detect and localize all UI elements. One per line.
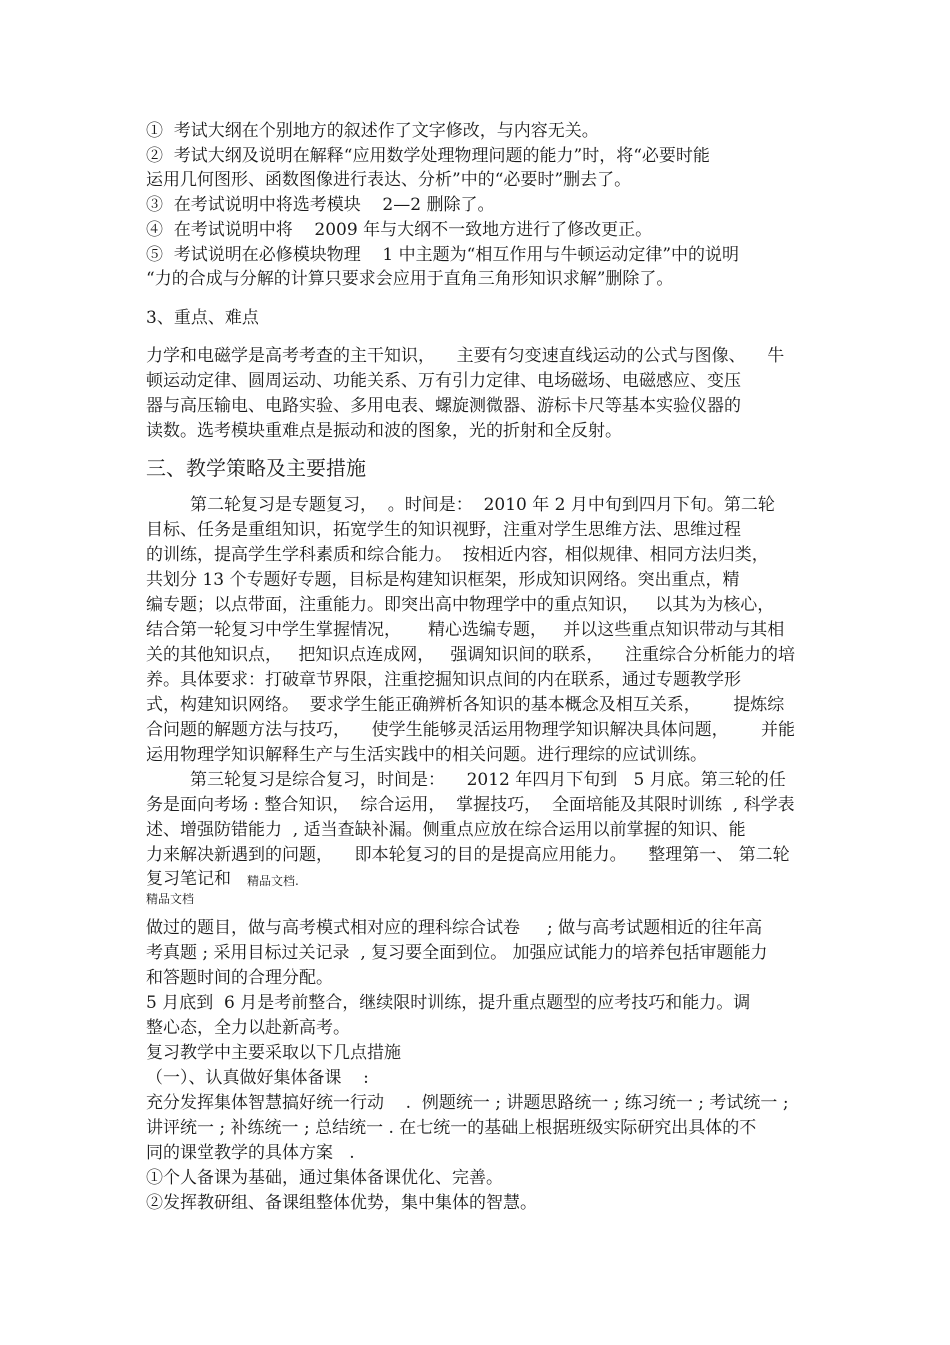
text-line: 顿运动定律、圆周运动、功能关系、万有引力定律、电场磁场、电磁感应、变压 xyxy=(146,371,741,391)
text-line: 运用物理学知识解释生产与生活实践中的相关问题。进行理综的应试训练。 xyxy=(146,745,707,765)
text-line: ④ 在考试说明中将 2009 年与大纲不一致地方进行了修改更正。 xyxy=(146,220,653,240)
text-line: ②发挥教研组、备课组整体优势，集中集体的智慧。 xyxy=(146,1193,537,1213)
text-line: 务是面向考场 : 整合知识， 综合运用， 掌握技巧， 全面培能及其限时训练 , 科学表 xyxy=(146,795,795,815)
text-line: 和答题时间的合理分配。 xyxy=(146,968,333,988)
text-line: 式，构建知识网络。 要求学生能正确辨析各知识的基本概念及相互关系， 提炼综 xyxy=(146,695,785,715)
text-line: 养。具体要求：打破章节界限，注重挖掘知识点间的内在联系，通过专题教学形 xyxy=(146,670,741,690)
text-line: 述、增强防错能力 , 适当查缺补漏。侧重点应放在综合运用以前掌握的知识、能 xyxy=(146,820,746,840)
text-line: 运用几何图形、函数图像进行表达、分析”中的“必要时”删去了。 xyxy=(146,170,632,190)
text-line: 同的课堂教学的具体方案 . xyxy=(146,1143,355,1163)
chapter-heading: 三、教学策略及主要措施 xyxy=(146,456,366,480)
text-line: “力的合成与分解的计算只要求会应用于直角三角形知识求解”删除了。 xyxy=(146,269,674,289)
text-line: 编专题；以点带面，注重能力。即突出高中物理学中的重点知识， 以其为为核心， xyxy=(146,595,775,615)
text-line: 读数。选考模块重难点是振动和波的图象，光的折射和全反射。 xyxy=(146,421,622,441)
text-line: 复习教学中主要采取以下几点措施 xyxy=(146,1043,401,1063)
text-line: 关的其他知识点， 把知识点连成网， 强调知识间的联系， 注重综合分析能力的培 xyxy=(146,645,796,665)
text-line: 做过的题目，做与高考模式相对应的理科综合试卷 ; 做与高考试题相近的往年高 xyxy=(146,918,763,938)
text-line: 目标、任务是重组知识，拓宽学生的知识视野，注重对学生思维方法、思维过程 xyxy=(146,520,741,540)
text-line: 结合第一轮复习中学生掌握情况， 精心选编专题， 并以这些重点知识带动与其相 xyxy=(146,620,785,640)
text-line: 讲评统一 ; 补练统一 ; 总结统一 . 在七统一的基础上根据班级实际研究出具体的不 xyxy=(146,1118,757,1138)
text-line: （一）、认真做好集体备课 : xyxy=(146,1068,369,1088)
text-line: 5 月底到 6 月是考前整合，继续限时训练，提升重点题型的应考技巧和能力。调 xyxy=(146,993,751,1013)
text-line: 复习笔记和 xyxy=(146,869,231,889)
text-line: ③ 在考试说明中将选考模块 2—2 删除了。 xyxy=(146,195,495,215)
watermark-text: 精品文档. xyxy=(247,874,299,888)
text-line: 第三轮复习是综合复习，时间是： 2012 年四月下旬到 5 月底。第三轮的任 xyxy=(190,770,786,790)
text-line: 共划分 13 个专题好专题，目标是构建知识框架，形成知识网络。突出重点，精 xyxy=(146,570,740,590)
text-line: 第二轮复习是专题复习， 。时间是： 2010 年 2 月中旬到四月下旬。第二轮 xyxy=(190,495,775,515)
text-line: 合问题的解题方法与技巧， 使学生能够灵活运用物理学知识解决具体问题， 并能 xyxy=(146,720,796,740)
text-line: ② 考试大纲及说明在解释“应用数学处理物理问题的能力”时，将“必要时能 xyxy=(146,146,710,166)
text-line: 充分发挥集体智慧搞好统一行动 . 例题统一 ; 讲题思路统一 ; 练习统一 ; 考试统一 ; xyxy=(146,1093,789,1113)
section-heading: 3、重点、难点 xyxy=(146,308,259,328)
text-line: 力来解决新遇到的问题， 即本轮复习的目的是提高应用能力。 整理第一、 第二轮 xyxy=(146,845,790,865)
text-line: 考真题 ; 采用目标过关记录 , 复习要全面到位。 加强应试能力的培养包括审题能力 xyxy=(146,943,768,963)
text-line: ⑤ 考试说明在必修模块物理 1 中主题为“相互作用与牛顿运动定律”中的说明 xyxy=(146,245,740,265)
watermark-text: 精品文档 xyxy=(146,892,195,906)
text-line: ①个人备课为基础，通过集体备课优化、完善。 xyxy=(146,1168,503,1188)
text-line: 力学和电磁学是高考考查的主干知识， 主要有匀变速直线运动的公式与图像、 牛 xyxy=(146,346,785,366)
text-line: 的训练，提高学生学科素质和综合能力。 按相近内容，相似规律、相同方法归类， xyxy=(146,545,769,565)
text-line: 整心态，全力以赴新高考。 xyxy=(146,1018,350,1038)
text-line: ① 考试大纲在个别地方的叙述作了文字修改，与内容无关。 xyxy=(146,121,599,141)
text-line: 器与高压输电、电路实验、多用电表、螺旋测微器、游标卡尺等基本实验仪器的 xyxy=(146,396,741,416)
